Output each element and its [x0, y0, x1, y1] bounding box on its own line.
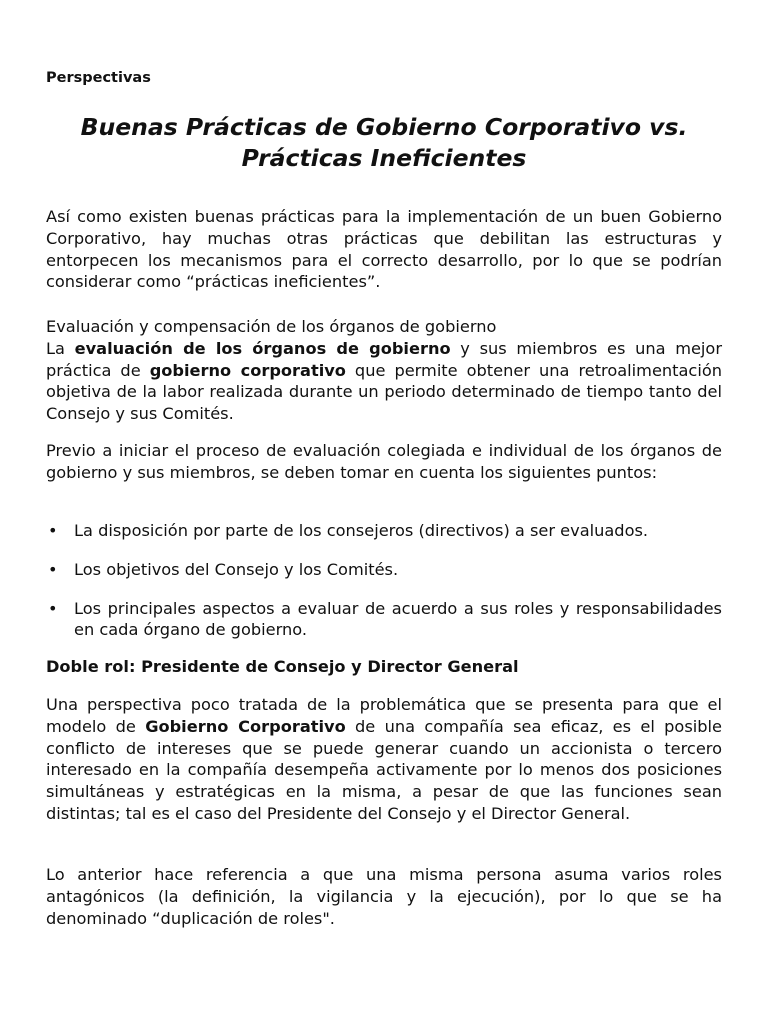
previous-points-paragraph: Previo a iniciar el proceso de evaluación colegiada e individual de los órganos de gobierno y sus miembros, se deben tomar en cuenta los siguientes puntos:	[46, 441, 722, 482]
evaluation-text-1: La	[46, 338, 75, 358]
bullet-icon: •	[48, 598, 58, 618]
dual-role-heading: Doble rol: Presidente de Consejo y Director General	[46, 657, 519, 676]
list-item	[46, 520, 722, 542]
dual-role-text-2: de una compañía sea eficaz, es el posible conflicto de intereses que se puede generar cuando un accionista o tercero interesado en la compañía desempeña activamente por lo menos dos posiciones simultáneas y estratégicas en la misma, a pesar de que las funciones sean distintas; tal es el caso del Presidente del Consejo y el Director General.	[46, 716, 722, 823]
list-item-text: La disposición por parte de los consejeros (directivos) a ser evaluados.	[74, 521, 649, 540]
dual-role-paragraph	[46, 694, 722, 825]
evaluation-subheading: Evaluación y compensación de los órganos de gobierno	[46, 317, 497, 336]
title-line-1: Buenas Prácticas de Gobierno Corporativo vs.	[80, 113, 688, 141]
intro-paragraph: Así como existen buenas prácticas para la implementación de un buen Gobierno Corporativo, hay muchas otras prácticas que debilitan las estructuras y entorpecen los mecanismos para el correcto desarrollo, por lo que se podrían considerar como “prácticas ineficientes”.	[46, 207, 722, 292]
list-item-text: Los objetivos del Consejo y los Comités.	[74, 559, 399, 579]
list-item-text: Los principales aspectos a evaluar de acuerdo a sus roles y responsabilidades en cada órgano de gobierno.	[74, 598, 722, 640]
dual-role-text-1: Una perspectiva poco tratada de la problemática que se presenta para que el modelo de	[46, 695, 722, 736]
dual-role-bold-1: Gobierno Corporativo	[145, 716, 346, 736]
evaluation-bold-2: gobierno corporativo	[149, 360, 346, 380]
list-item	[46, 598, 722, 642]
evaluation-text-2: y sus miembros es una mejor práctica de	[46, 338, 722, 380]
title-line-2: Prácticas Ineficientes	[241, 144, 527, 172]
evaluation-text-3: que permite obtener una retroalimentación objetiva de la labor realizada durante un periodo determinado de tiempo tanto del Consejo y sus Comités.	[46, 360, 722, 424]
bullet-icon: •	[48, 559, 58, 579]
evaluation-bold-1: evaluación de los órganos de gobierno	[74, 338, 451, 358]
list-item	[46, 559, 722, 581]
evaluation-paragraph	[46, 316, 722, 425]
evaluation-points-list	[46, 520, 722, 641]
page-title	[46, 112, 722, 174]
section-kicker: Perspectivas	[46, 70, 151, 86]
bullet-icon: •	[48, 521, 58, 540]
conclusion-paragraph: Lo anterior hace referencia a que una misma persona asuma varios roles antagónicos (la definición, la vigilancia y la ejecución), por lo que se ha denominado “duplicación de roles".	[46, 865, 722, 928]
